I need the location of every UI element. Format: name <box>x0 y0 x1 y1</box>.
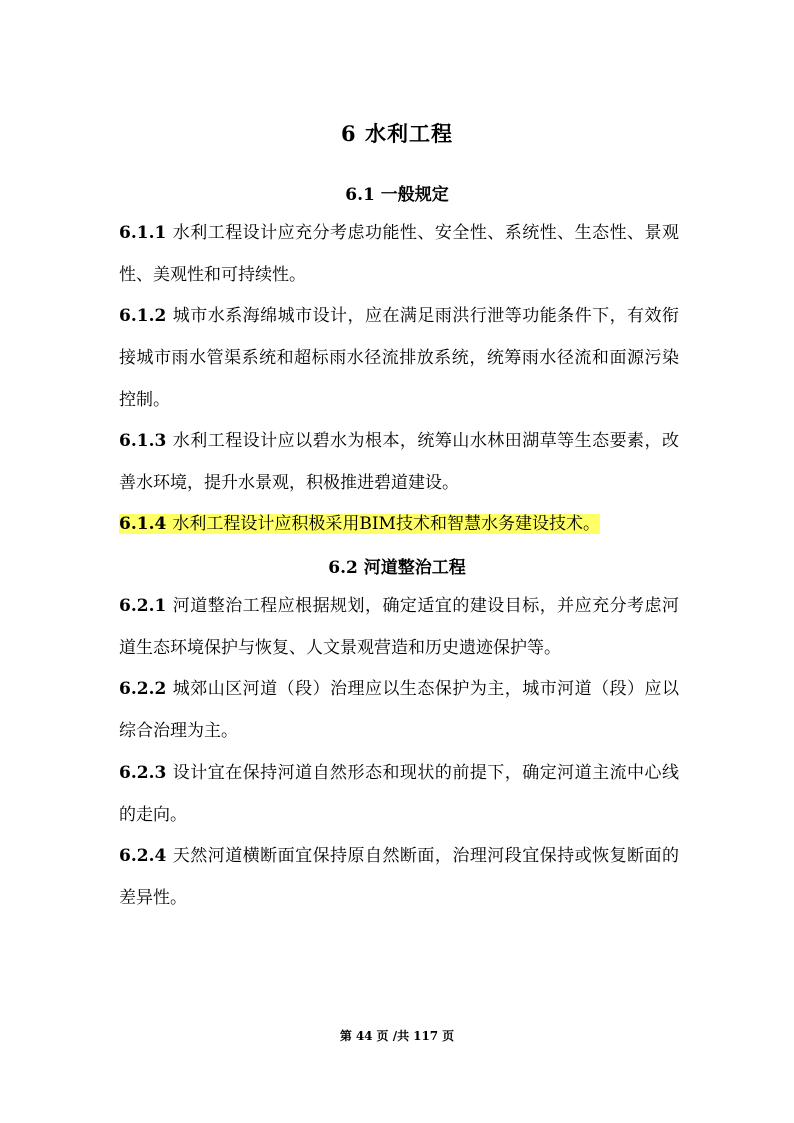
clause-text: 水利工程设计应积极采用BIM技术和智慧水务建设技术。 <box>172 514 600 534</box>
chapter-title: 6 水利工程 <box>341 121 453 146</box>
section-title-6-2: 6.2 河道整治工程 <box>328 558 466 578</box>
footer-middle: 页 /共 <box>376 1029 410 1043</box>
clause-6-1-1 <box>119 212 679 296</box>
clause-6-1-2 <box>119 295 679 421</box>
clause-number: 6.1.2 <box>119 306 167 326</box>
clause-text: 城市水系海绵城市设计，应在满足雨洪行泄等功能条件下，有效衔接城市雨水管渠系统和超标雨水径流排放系统，统筹雨水径流和面源污染控制。 <box>119 306 679 410</box>
clause-6-2-2 <box>119 668 679 752</box>
clause-number: 6.1.1 <box>119 223 167 243</box>
page-footer <box>0 1027 794 1044</box>
clause-text: 水利工程设计应以碧水为根本，统筹山水林田湖草等生态要素，改善水环境，提升水景观，积极推进碧道建设。 <box>119 431 679 493</box>
clause-text: 城郊山区河道（段）治理应以生态保护为主，城市河道（段）应以综合治理为主。 <box>119 679 679 741</box>
clause-number: 6.2.1 <box>119 596 167 616</box>
clause-text: 天然河道横断面宜保持原自然断面，治理河段宜保持或恢复断面的差异性。 <box>119 846 679 908</box>
clause-number: 6.2.2 <box>119 679 167 699</box>
clause-text: 水利工程设计应充分考虑功能性、安全性、系统性、生态性、景观性、美观性和可持续性。 <box>119 223 679 285</box>
footer-prefix: 第 <box>339 1029 352 1043</box>
highlighted-text <box>119 514 600 534</box>
page-number: 44 <box>355 1029 373 1043</box>
clause-number: 6.1.3 <box>119 431 167 451</box>
total-pages: 117 <box>413 1029 439 1043</box>
clause-number: 6.2.3 <box>119 763 167 783</box>
clause-6-2-3 <box>119 752 679 836</box>
clause-6-1-4 <box>119 503 679 545</box>
clause-6-2-1 <box>119 585 679 669</box>
clause-text: 河道整治工程应根据规划，确定适宜的建设目标，并应充分考虑河道生态环境保护与恢复、人文景观营造和历史遗迹保护等。 <box>119 596 679 658</box>
clause-text: 设计宜在保持河道自然形态和现状的前提下，确定河道主流中心线的走向。 <box>119 763 679 825</box>
section-title-6-1: 6.1 一般规定 <box>345 185 449 205</box>
clause-number: 6.1.4 <box>119 514 167 534</box>
footer-suffix: 页 <box>442 1029 455 1043</box>
clause-6-2-4 <box>119 835 679 919</box>
clause-6-1-3 <box>119 420 679 504</box>
clause-number: 6.2.4 <box>119 846 167 866</box>
